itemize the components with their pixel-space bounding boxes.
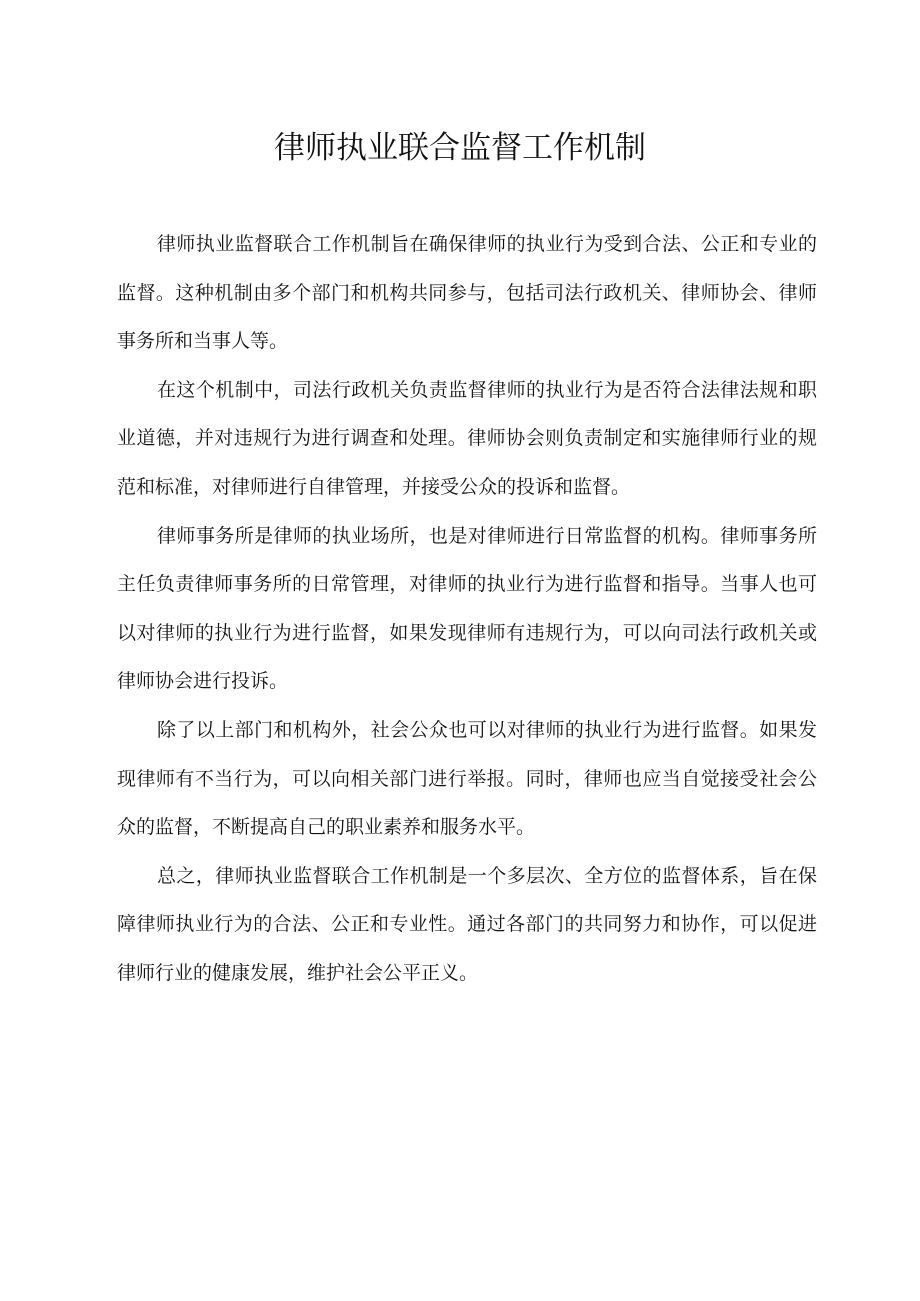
paragraph-1: 律师执业监督联合工作机制旨在确保律师的执业行为受到合法、公正和专业的监督。这种机制由多个部门和机构共同参与，包括司法行政机关、律师协会、律师事务所和当事人等。 — [117, 233, 817, 353]
paragraph-2: 在这个机制中，司法行政机关负责监督律师的执业行为是否符合法律法规和职业道德，并对违规行为进行调查和处理。律师协会则负责制定和实施律师行业的规范和标准，对律师进行自律管理，并接受公众的投诉和监督。 — [117, 378, 817, 498]
paragraph-5: 总之，律师执业监督联合工作机制是一个多层次、全方位的监督体系，旨在保障律师执业行为的合法、公正和专业性。通过各部门的共同努力和协作，可以促进律师行业的健康发展，维护社会公平正义。 — [117, 864, 817, 984]
document-title: 律师执业联合监督工作机制 — [274, 130, 646, 166]
paragraph-3: 律师事务所是律师的执业场所，也是对律师进行日常监督的机构。律师事务所主任负责律师事务所的日常管理，对律师的执业行为进行监督和指导。当事人也可以对律师的执业行为进行监督，如果发现律师有违规行为，可以向司法行政机关或律师协会进行投诉。 — [117, 524, 817, 693]
paragraph-4: 除了以上部门和机构外，社会公众也可以对律师的执业行为进行监督。如果发现律师有不当行为，可以向相关部门进行举报。同时，律师也应当自觉接受社会公众的监督，不断提高自己的职业素养和服务水平。 — [117, 718, 817, 839]
document-body — [117, 220, 817, 998]
